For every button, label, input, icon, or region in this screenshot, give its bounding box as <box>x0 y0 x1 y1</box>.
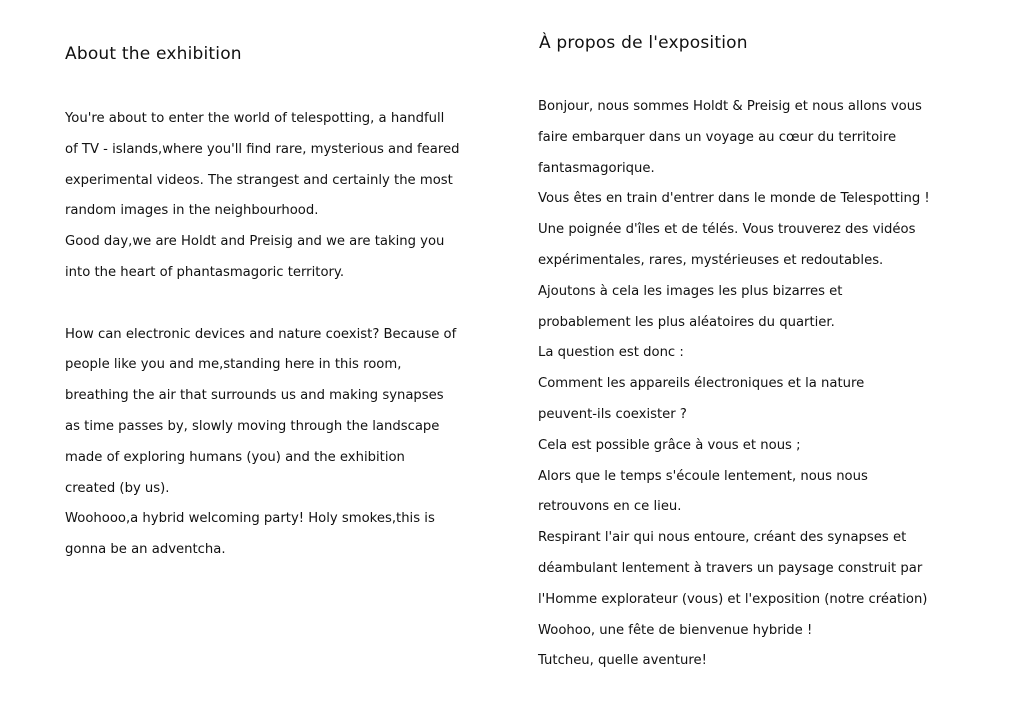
english-paragraph-1 <box>65 104 485 289</box>
french-body <box>538 92 1008 677</box>
text-line: retrouvons en ce lieu. <box>538 499 682 515</box>
text-line: fantasmagorique. <box>538 160 655 176</box>
text-line: Vous êtes en train d'entrer dans le monde de Telespotting ! <box>538 191 930 207</box>
text-line: déambulant lentement à travers un paysage construit par <box>538 560 923 576</box>
text-line: Good day,we are Holdt and Preisig and we are taking you <box>65 234 445 250</box>
text-line: random images in the neighbourhood. <box>65 203 319 219</box>
text-line: How can electronic devices and nature coexist? Because of <box>65 326 457 342</box>
text-line: Ajoutons à cela les images les plus bizarres et <box>538 283 843 299</box>
text-line: Woohoo, une fête de bienvenue hybride ! <box>538 622 813 638</box>
text-line: created (by us). <box>65 480 170 496</box>
text-line: gonna be an adventcha. <box>65 542 226 558</box>
text-line: Woohooo,a hybrid welcoming party! Holy smokes,this is <box>65 511 435 527</box>
text-line: peuvent-ils coexister ? <box>538 406 687 422</box>
english-paragraph-2 <box>65 320 485 566</box>
text-line: breathing the air that surrounds us and making synapses <box>65 388 444 404</box>
text-line: into the heart of phantasmagoric territory. <box>65 264 345 280</box>
text-line: You're about to enter the world of telespotting, a handfull <box>65 111 445 126</box>
paragraph-gap <box>65 289 485 320</box>
text-line: Comment les appareils électroniques et la nature <box>538 376 865 392</box>
french-title: À propos de l'exposition <box>539 33 748 53</box>
text-line: Respirant l'air qui nous entoure, créant des synapses et <box>538 530 907 546</box>
text-line: Tutcheu, quelle aventure! <box>538 653 707 669</box>
text-line: as time passes by, slowly moving through the landscape <box>65 418 440 434</box>
text-line: expérimentales, rares, mystérieuses et redoutables. <box>538 252 884 268</box>
french-page <box>512 0 1024 724</box>
english-title: About the exhibition <box>65 44 242 64</box>
text-line: of TV - islands,where you'll find rare, mysterious and feared <box>65 141 460 157</box>
text-line: people like you and me,standing here in this room, <box>65 357 402 373</box>
text-line: Une poignée d'îles et de télés. Vous trouverez des vidéos <box>538 222 916 238</box>
text-line: faire embarquer dans un voyage au cœur du territoire <box>538 129 897 145</box>
text-line: Alors que le temps s'écoule lentement, nous nous <box>538 468 868 484</box>
text-line: Cela est possible grâce à vous et nous ; <box>538 437 801 453</box>
text-line: made of exploring humans (you) and the exhibition <box>65 449 405 465</box>
text-line: Bonjour, nous sommes Holdt & Preisig et nous allons vous <box>538 99 922 114</box>
text-line: l'Homme explorateur (vous) et l'exposition (notre création) <box>538 591 928 607</box>
english-body <box>65 104 485 566</box>
text-line: probablement les plus aléatoires du quartier. <box>538 314 835 330</box>
text-line: experimental videos. The strangest and certainly the most <box>65 172 453 188</box>
text-line: La question est donc : <box>538 345 684 361</box>
